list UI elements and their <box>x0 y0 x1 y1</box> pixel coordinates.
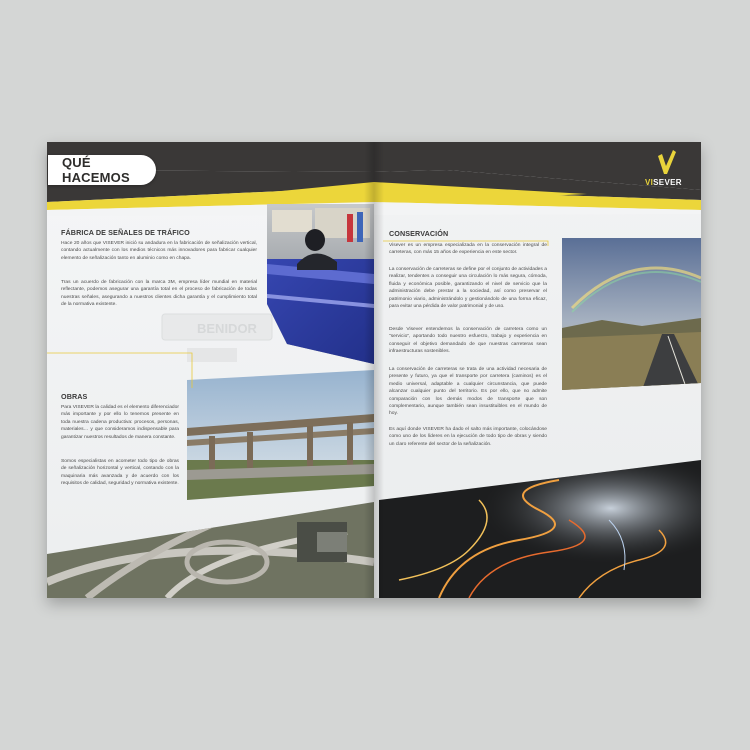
conservacion-paragraph-3: Desde Visever entendemos la conservación de carretera como un "servicio", aportando todo nuestro esfuerzo, trabajo y experiencia en conseguir el objetivo demandado de que nuestras carreteras sean infraestructuras sostenibles. <box>389 327 547 355</box>
factory-worker-photo <box>267 204 374 364</box>
fabrica-paragraph-1: Hace 20 años que VISEVER inició su andadura en la fabricación de señalización vertical, contando actualmente con los medios técnicos más innovadores para fabricar cualquier elemento de señalización tanto en aluminio como en chapa. <box>61 241 257 261</box>
highway-overpass-photo <box>187 370 374 500</box>
conservacion-heading: CONSERVACIÓN <box>389 229 449 238</box>
conservacion-paragraph-5: Es aquí donde VISEVER ha dado el salto más importante, colocándose como uno de los líderes en la ejecución de todo tipo de obras y siendo un claro referente del sector de la señalización. <box>389 427 547 447</box>
sign-watermark-text: BENIDOR <box>197 321 257 336</box>
visever-logo <box>645 178 682 187</box>
obras-heading: OBRAS <box>61 392 88 401</box>
obras-paragraph-2: Somos especialistas en acometer todo tipo de obras de señalización horizontal y vertical, contando con la maquinaria más avanzada y de acuerdo con los requisitos de calidad, seguridad y normativa existente. <box>61 459 179 487</box>
rainbow-road-photo <box>562 238 701 390</box>
night-mountain-road-photo <box>379 460 701 598</box>
check-mark-icon <box>655 150 677 176</box>
aerial-interchange-photo <box>47 502 374 598</box>
logo-text-vi: VI <box>645 178 654 187</box>
fabrica-paragraph-2: Tras un acuerdo de fabricación con la marca 3M, empresa líder mundial en material reflectante, podemos asegurar una garantía total en el proceso de fabricación de todas nuestras señales, asegurando a nuestros clientes dicha garantía y el cumplimiento total de la normativa existente. <box>61 280 257 308</box>
conservacion-paragraph-2: La conservación de carreteras se define por el conjunto de actividades a realizar, tendentes a conseguir una circulación lo más segura, cómoda, fluida y económica posible, garantizando el nivel de servicio que la administración debe prestar a la sociedad, así como preservar el patrimonio viario, administrándolo y gestionándolo de una forma eficaz, para evitar una pérdida de valor patrimonial y de uso. <box>389 267 547 310</box>
conservacion-paragraph-4: La conservación de carreteras se trata de una actividad necesaria de presente y futuro, ya que el transporte por carretera (caminos) es el medio universal, adaptable a cualquier circunstancia, que puede alcanzar cualquier punto del territorio. Es por ello, que no admite comparación con los demás modos de transporte que son complementario, aunque también sean insustituibles en el mundo de hoy. <box>389 367 547 417</box>
obras-accent-line <box>47 350 197 390</box>
conservacion-paragraph-1: Visever es un empresa especializada en la conservación integral de carreteras, con más 15 años de experiencia en este sector. <box>389 243 547 256</box>
section-title: QUÉ HACEMOS <box>48 155 156 185</box>
obras-paragraph-1: Para VISEVER la calidad es el elemento diferenciador más importante y por ello lo tenemos presente en toda nuestra cadena productiva: procesos, personas, materiales… y que consideramos indispensable para garantizar nuestros resultados de manera constante. <box>61 405 179 440</box>
fabrica-heading: FÁBRICA DE SEÑALES DE TRÁFICO <box>61 228 190 237</box>
logo-text-sever: SEVER <box>653 178 682 187</box>
